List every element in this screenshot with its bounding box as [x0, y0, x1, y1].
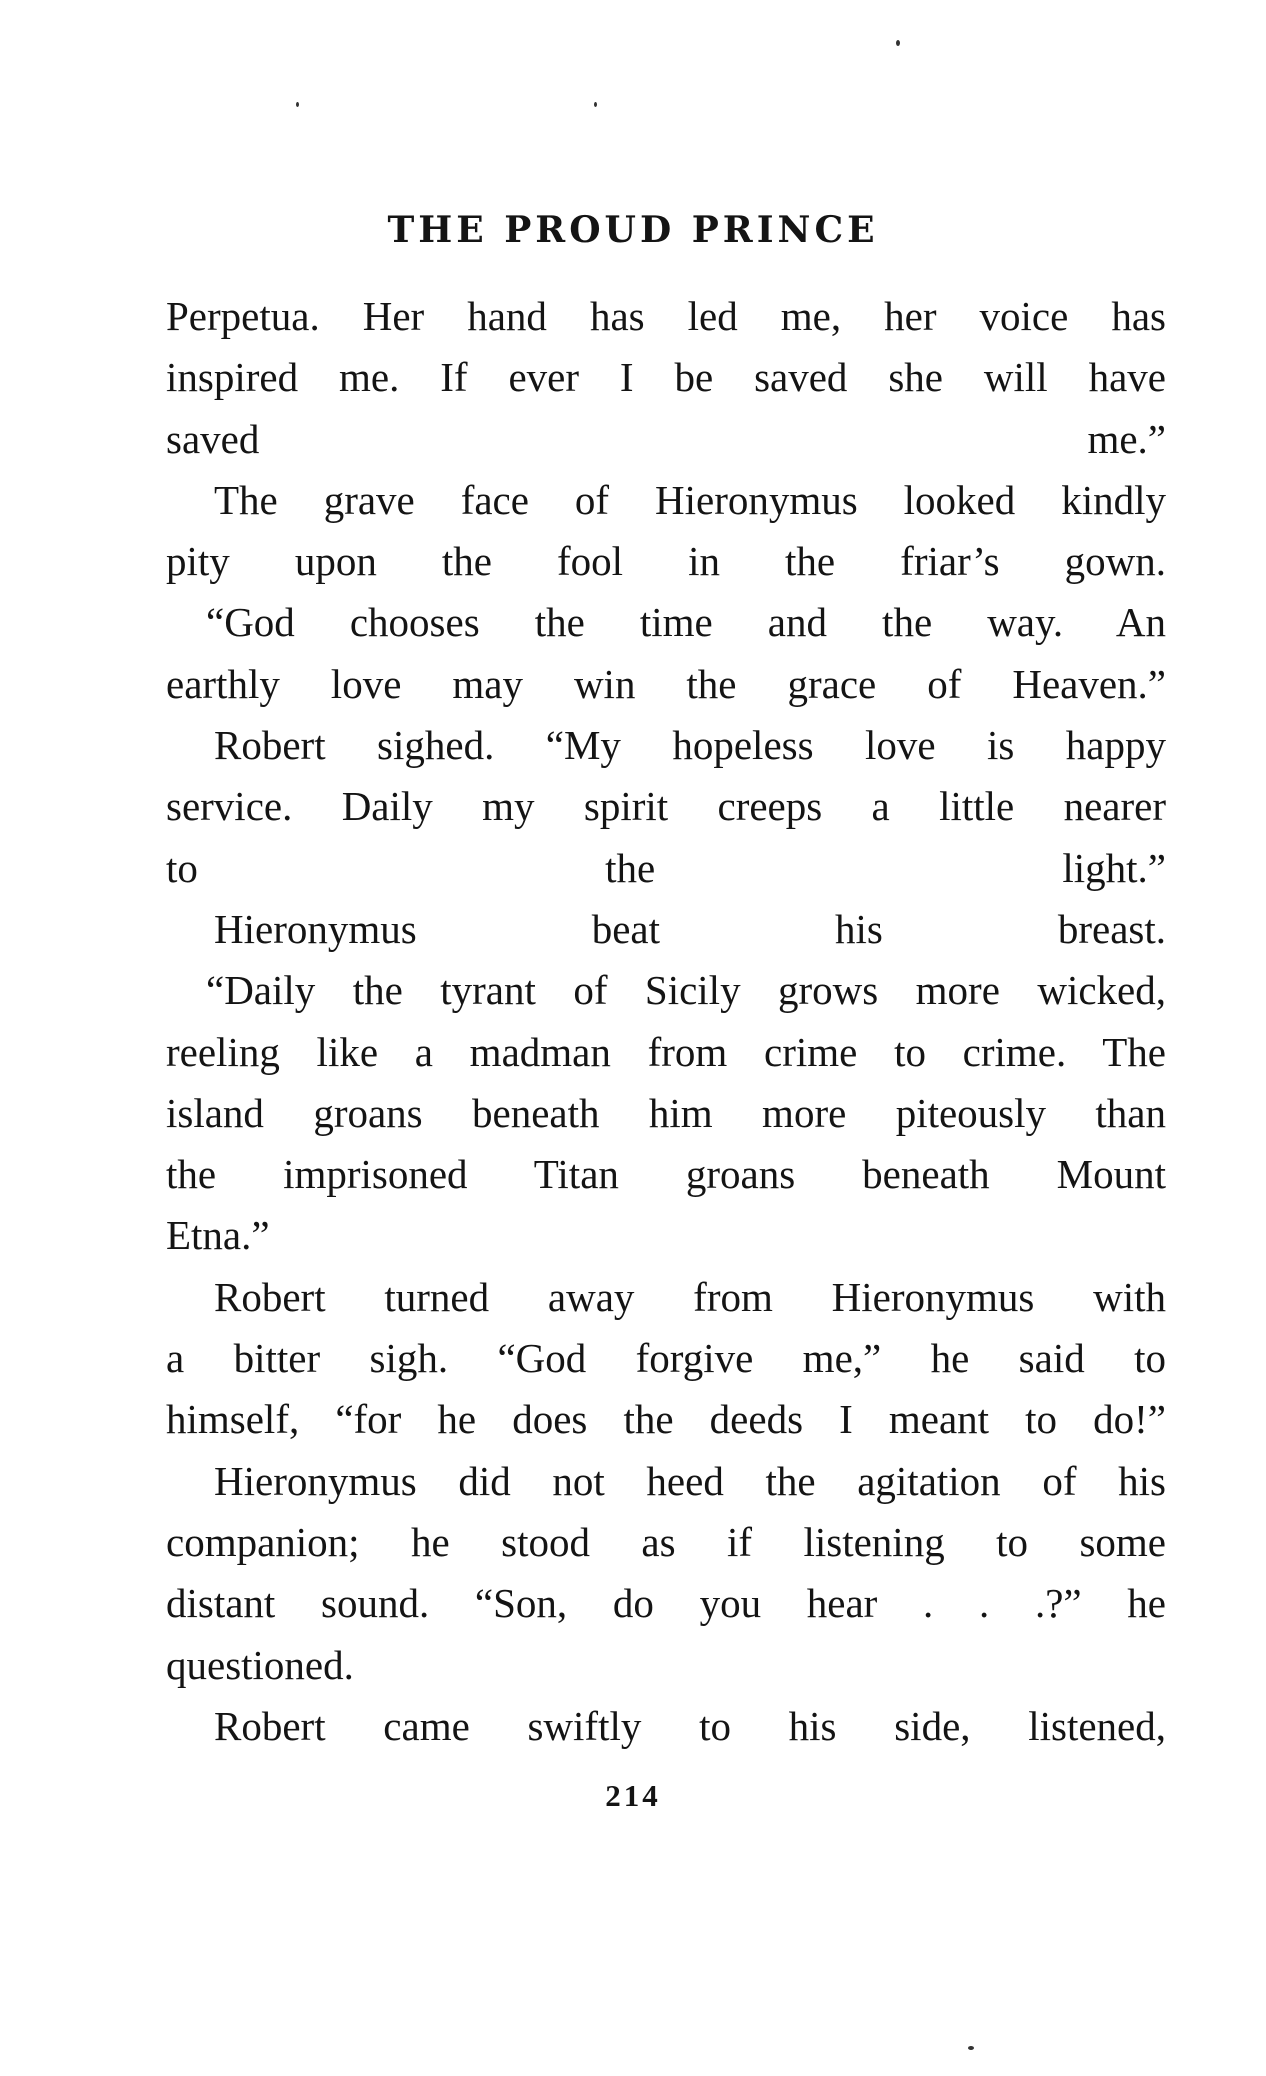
text-line: “God chooses the time and the way. An	[206, 599, 1166, 646]
paragraph	[166, 715, 1166, 899]
paragraph	[166, 960, 1166, 1266]
text-line: questioned.	[166, 1641, 354, 1688]
text-line: inspired me. If ever I be saved she will have	[166, 354, 1166, 401]
text-line: earthly love may win the grace of Heaven.”	[166, 660, 1166, 707]
paragraph	[166, 899, 1166, 960]
text-line: distant sound. “Son, do you hear . . .?” he	[166, 1580, 1166, 1627]
text-line: saved me.”	[166, 415, 1166, 462]
text-line: Etna.”	[166, 1212, 270, 1259]
scan-speck	[968, 2046, 974, 2050]
text-line: Robert came swiftly to his side, listened,	[214, 1702, 1166, 1749]
text-line: a bitter sigh. “God forgive me,” he said to	[166, 1335, 1166, 1382]
page-number: 214	[605, 1778, 661, 1813]
text-line: Perpetua. Her hand has led me, her voice has	[166, 293, 1166, 339]
text-line: reeling like a madman from crime to crime. The	[166, 1028, 1166, 1075]
scan-speck	[594, 102, 597, 107]
paragraph	[166, 1267, 1166, 1451]
paragraph	[166, 286, 1166, 470]
running-head: THE PROUD PRINCE	[387, 209, 879, 251]
text-line: companion; he stood as if listening to some	[166, 1518, 1166, 1565]
paragraph	[166, 1696, 1166, 1757]
text-line: the imprisoned Titan groans beneath Mount	[166, 1151, 1166, 1198]
text-line: service. Daily my spirit creeps a little nearer	[166, 783, 1166, 830]
body-text	[166, 286, 1166, 1757]
text-line: Robert sighed. “My hopeless love is happy	[214, 722, 1166, 769]
scan-speck	[296, 102, 299, 107]
text-line: The grave face of Hieronymus looked kindly	[214, 476, 1166, 523]
text-line: himself, “for he does the deeds I meant to do!”	[166, 1396, 1166, 1443]
text-line: Robert turned away from Hieronymus with	[214, 1273, 1166, 1320]
paragraph	[166, 470, 1166, 593]
text-line: island groans beneath him more piteously than	[166, 1089, 1166, 1136]
paragraph	[166, 592, 1166, 715]
scan-speck	[896, 40, 900, 46]
text-line: to the light.”	[166, 844, 1166, 891]
paragraph	[166, 1451, 1166, 1696]
text-line: Hieronymus did not heed the agitation of his	[214, 1457, 1166, 1504]
text-line: “Daily the tyrant of Sicily grows more wicked,	[206, 967, 1166, 1014]
text-line: Hieronymus beat his breast.	[214, 905, 1166, 952]
text-line: pity upon the fool in the friar’s gown.	[166, 538, 1166, 585]
